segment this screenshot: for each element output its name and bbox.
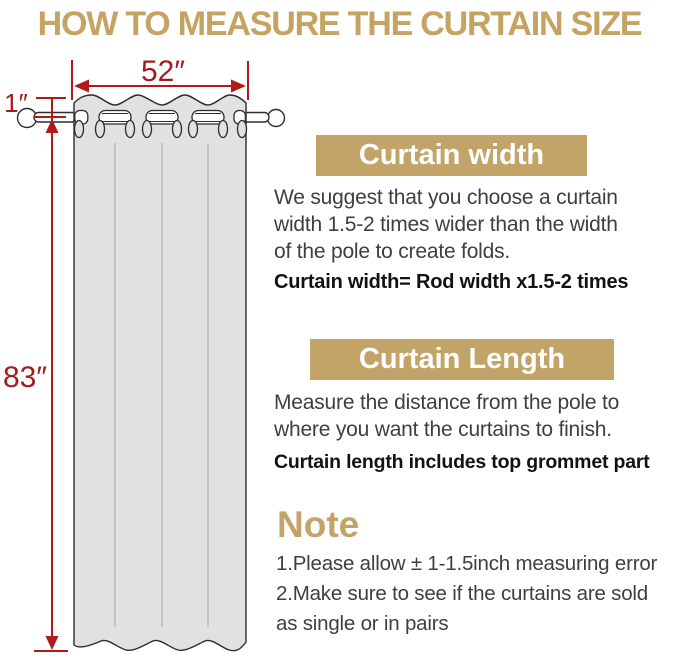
width-dimension-label: 52″ <box>141 55 185 88</box>
length-dimension-label: 83″ <box>3 361 47 394</box>
curtain-width-paragraph <box>274 184 618 265</box>
note-list <box>276 549 657 639</box>
curtain-length-heading: Curtain Length <box>310 339 614 380</box>
note-item-1: 1.Please allow ± 1-1.5inch measuring error <box>276 552 658 575</box>
page-title: HOW TO MEASURE THE CURTAIN SIZE <box>37 4 642 43</box>
curtain-width-formula: Curtain width= Rod width x1.5-2 times <box>274 271 629 293</box>
curtain-length-line-2: where you want the curtains to finish. <box>274 418 612 441</box>
curtain-length-line-1: Measure the distance from the pole to <box>274 391 620 414</box>
curtain-width-line-2: width 1.5-2 times wider than the width <box>274 213 618 236</box>
curtain-width-heading: Curtain width <box>316 135 587 176</box>
curtain-length-paragraph <box>274 389 619 443</box>
note-heading: Note <box>277 504 360 545</box>
curtain-width-line-3: of the pole to create folds. <box>274 240 511 263</box>
rod-right-finial <box>268 110 285 127</box>
grommet-dimension-label: 1″ <box>4 88 28 118</box>
curtain-length-formula: Curtain length includes top grommet part <box>274 451 650 473</box>
curtain-width-line-1: We suggest that you choose a curtain <box>274 186 618 209</box>
note-item-2-continued: as single or in pairs <box>276 612 449 635</box>
curtain-panel <box>74 95 246 651</box>
curtain-diagram <box>0 0 300 661</box>
note-item-2: 2.Make sure to see if the curtains are sold <box>276 582 648 605</box>
